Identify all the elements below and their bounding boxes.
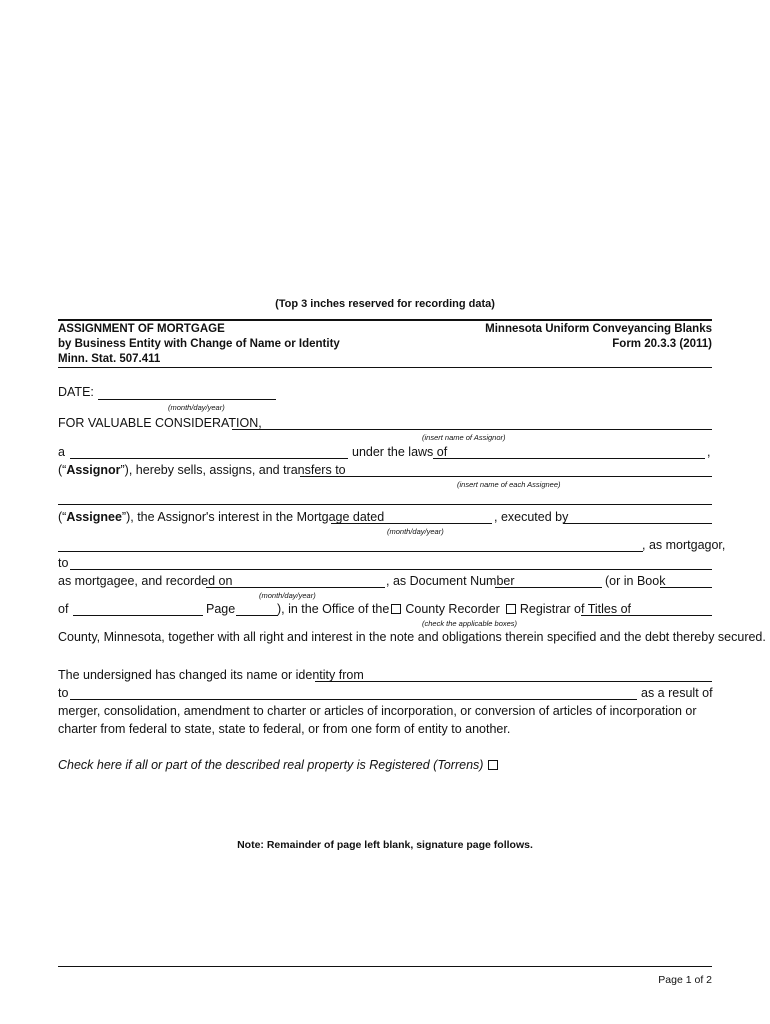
as-mortgagor-label: , as mortgagor, [642, 538, 726, 552]
form-title: ASSIGNMENT OF MORTGAGE [58, 323, 225, 335]
document-number-label: , as Document Number [386, 574, 515, 588]
of-label: of [58, 602, 69, 616]
merger-text: merger, consolidation, amendment to charter or articles of incorporation, or conversion of articles of incorporation or charter from federal to state, state to federal, or from one form of entity to another. [58, 704, 697, 736]
page-label: Page [206, 602, 236, 616]
recording-date-field[interactable] [206, 587, 385, 588]
form-subtitle: by Business Entity with Change of Name or Identity [58, 338, 340, 350]
form-number: Form 20.3.3 (2011) [612, 338, 712, 350]
office-of-label [277, 602, 631, 616]
for-valuable-label: FOR VALUABLE CONSIDERATION, [58, 416, 262, 430]
county-name-field[interactable] [581, 615, 712, 616]
torrens-text: Check here if all or part of the described real property is Registered (Torrens) [58, 758, 484, 772]
check-boxes-hint: (check the applicable boxes) [422, 619, 518, 628]
page-number-field[interactable] [236, 615, 278, 616]
registrar-label: Registrar of Titles of [519, 602, 631, 616]
footer-rule [58, 966, 712, 967]
mortgage-date-field[interactable] [331, 523, 492, 524]
executed-by-label: , executed by [494, 510, 569, 524]
assignee-term: Assignee [66, 510, 122, 524]
assignee-open: (“ [58, 510, 67, 524]
or-in-book-label: (or in Book [605, 574, 666, 588]
remainder-note: Note: Remainder of page left blank, signature page follows. [237, 839, 533, 851]
new-name-field[interactable] [70, 699, 637, 700]
under-laws-label: under the laws of [352, 445, 448, 459]
county-recorder-label: County Recorder [405, 602, 500, 616]
assignor-open: (“ [58, 463, 67, 477]
assignee-close: ”), the Assignor's interest in the Mortgage dated [121, 510, 385, 524]
registrar-checkbox[interactable] [506, 604, 516, 614]
form-series-block [485, 322, 712, 352]
document-number-field[interactable] [495, 587, 602, 588]
assignor-term: Assignor [66, 463, 121, 477]
date-field[interactable] [98, 399, 276, 400]
assignor-clause [58, 463, 346, 477]
county-recorder-checkbox[interactable] [391, 604, 401, 614]
recording-date-hint: (month/day/year) [259, 591, 316, 600]
torrens-clause [58, 758, 502, 772]
to-label: to [58, 556, 69, 570]
page-number: Page 1 of 2 [658, 974, 712, 986]
mortgagor-name-field[interactable] [563, 523, 712, 524]
entity-type-field[interactable] [70, 458, 348, 459]
torrens-checkbox[interactable] [488, 760, 498, 770]
jurisdiction-field[interactable] [433, 458, 705, 459]
a-label: a [58, 445, 65, 459]
mortgage-date-hint: (month/day/year) [387, 527, 444, 536]
assignee-name-field[interactable] [300, 476, 712, 477]
form-title-block [58, 322, 340, 367]
to2-label: to [58, 686, 69, 700]
in-office-text: ), in the Office of the [277, 602, 390, 616]
date-label: DATE: [58, 385, 94, 399]
mortgagor-name-field-cont[interactable] [58, 551, 643, 552]
assignee-clause [58, 510, 384, 524]
assignee-name-field-cont[interactable] [58, 504, 712, 505]
header-bottom-rule [58, 367, 712, 368]
recording-note: (Top 3 inches reserved for recording data) [275, 298, 495, 310]
assignor-name-field[interactable] [232, 429, 712, 430]
mortgagee-name-field[interactable] [70, 569, 712, 570]
header-top-rule [58, 319, 712, 321]
assignee-hint: (insert name of each Assignee) [457, 480, 561, 489]
book-number-field[interactable] [73, 615, 203, 616]
date-hint: (month/day/year) [168, 403, 225, 412]
assignor-hint: (insert name of Assignor) [422, 433, 506, 442]
as-mortgagee-label: as mortgagee, and recorded on [58, 574, 233, 588]
book-field[interactable] [660, 587, 712, 588]
comma-label: , [707, 445, 711, 459]
county-minnesota-text: County, Minnesota, together with all right and interest in the note and obligations therein specified and the debt thereby secured. [58, 630, 766, 644]
form-statute: Minn. Stat. 507.411 [58, 353, 161, 365]
as-result-of-label: as a result of [641, 686, 713, 700]
changed-name-label: The undersigned has changed its name or identity from [58, 668, 364, 682]
form-series: Minnesota Uniform Conveyancing Blanks [485, 323, 712, 335]
former-name-field[interactable] [315, 681, 712, 682]
assignor-close: ”), hereby sells, assigns, and transfers to [120, 463, 346, 477]
